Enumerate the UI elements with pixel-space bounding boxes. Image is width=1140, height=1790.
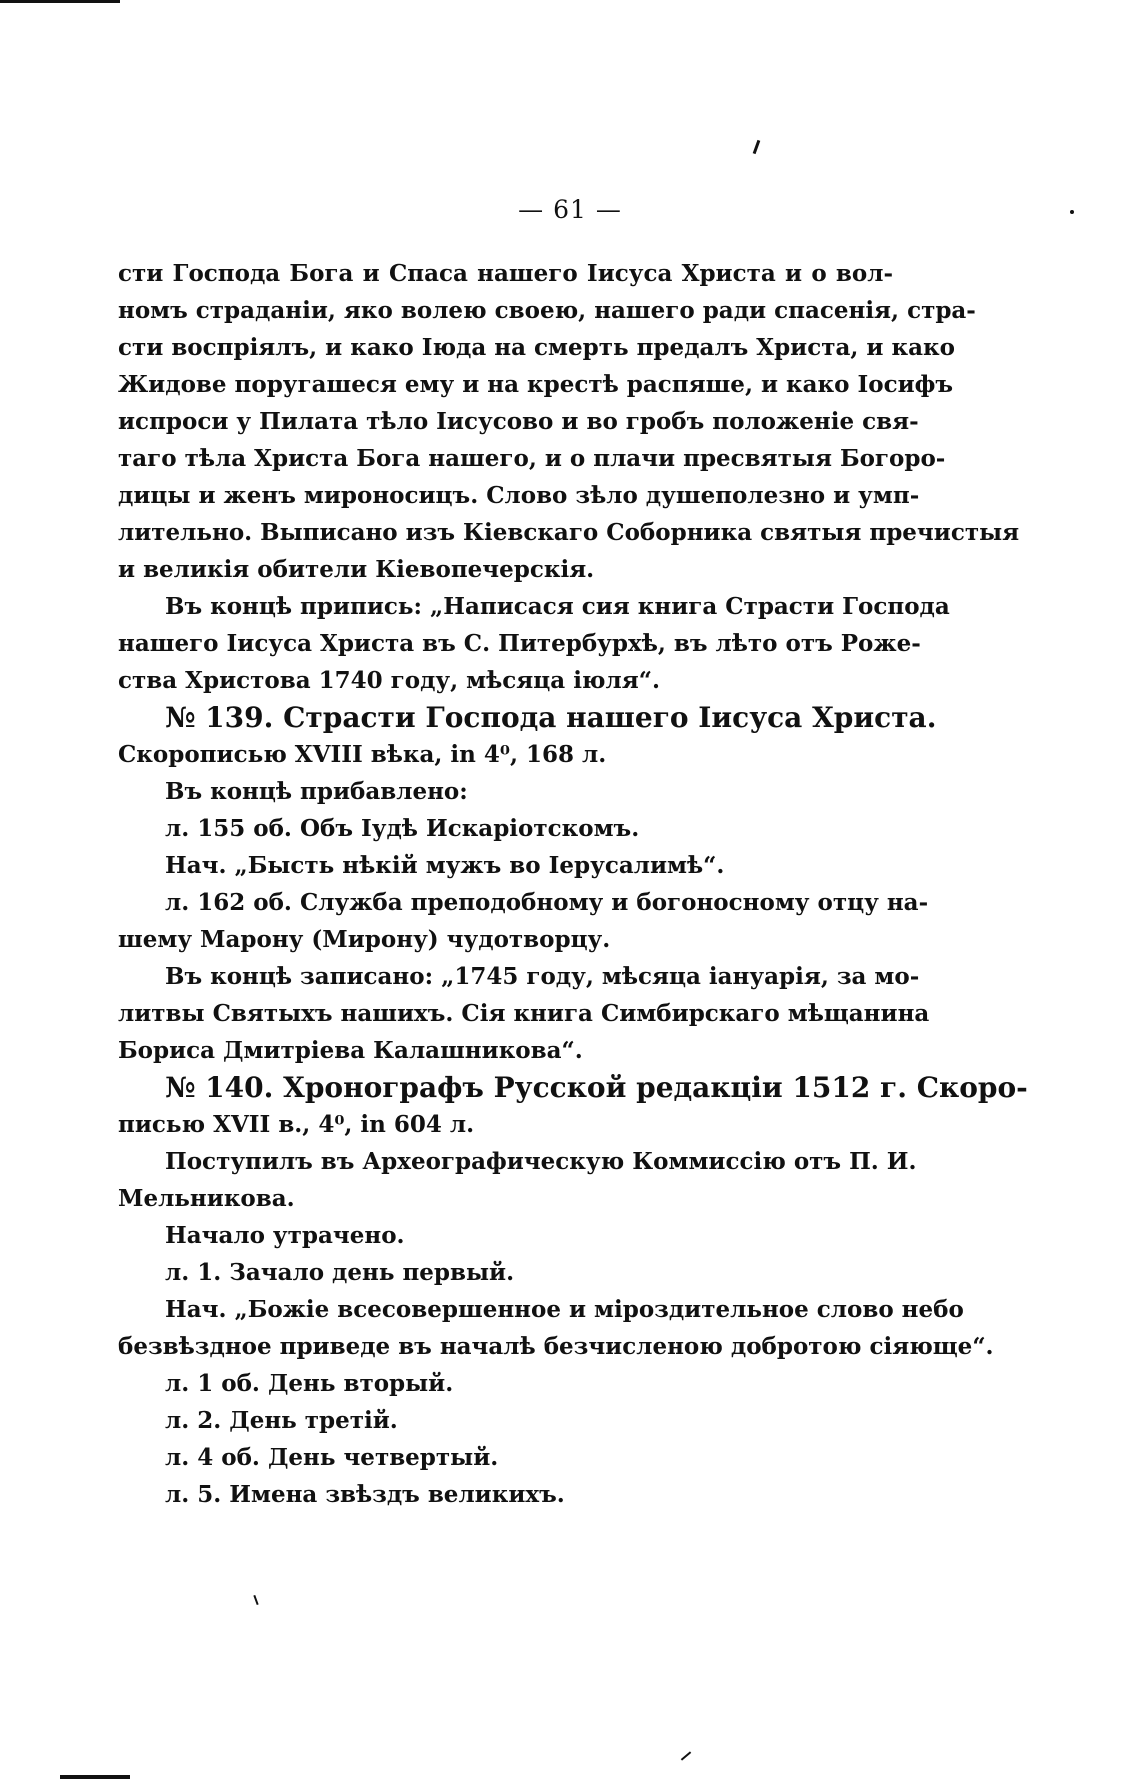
text-line: нашего Іисуса Христа въ С. Питербурхѣ, въ лѣто отъ Роже-	[118, 630, 921, 657]
text-line: шему Марону (Мирону) чудотворцу.	[118, 926, 611, 953]
scan-speck	[0, 0, 120, 3]
text-line: ства Христова 1740 году, мѣсяца іюля“.	[118, 667, 660, 694]
text-line: Нач. „Божіе всесовершенное и міроздительное слово небо	[165, 1296, 964, 1323]
entry-heading-140: № 140. Хронографъ Русской редакціи 1512 г. Скоро-	[165, 1071, 1028, 1104]
text-line: писью XVII в., 4⁰, in 604 л.	[118, 1111, 475, 1138]
text-line: таго тѣла Христа Бога нашего, и о плачи пресвятыя Богоро-	[118, 445, 946, 472]
text-line: л. 4 об. День четвертый.	[165, 1444, 499, 1471]
body-text	[118, 255, 1028, 1513]
text-line: номъ страданіи, яко волею своею, нашего ради спасенія, стра-	[118, 297, 976, 324]
text-line: л. 162 об. Служба преподобному и богоносному отцу на-	[165, 889, 929, 916]
text-line: л. 1. Зачало день первый.	[165, 1259, 515, 1286]
text-line: Скорописью XVIII вѣка, in 4⁰, 168 л.	[118, 741, 607, 768]
text-line: Поступилъ въ Археографическую Коммиссію отъ П. И.	[165, 1148, 917, 1175]
text-line: л. 1 об. День вторый.	[165, 1370, 454, 1397]
text-line: Бориса Дмитріева Калашникова“.	[118, 1037, 583, 1064]
scan-speck	[253, 1595, 258, 1605]
entry-heading-139: № 139. Страсти Господа нашего Іисуса Христа.	[165, 701, 937, 734]
text-line: л. 2. День третій.	[165, 1407, 398, 1434]
text-line: Начало утрачено.	[165, 1222, 405, 1249]
scan-speck	[60, 1775, 130, 1779]
text-line: и великія обители Кіевопечерскія.	[118, 556, 595, 583]
text-line: сти воспріялъ, и како Іюда на смерть предалъ Христа, и како	[118, 334, 955, 361]
text-line: Въ концѣ прибавлено:	[165, 778, 468, 805]
text-line: безвѣздное приведе въ началѣ безчисленою добротою сіяюще“.	[118, 1333, 994, 1360]
text-line: испроси у Пилата тѣло Іисусово и во гробъ положеніе свя-	[118, 408, 919, 435]
text-line: лительно. Выписано изъ Кіевскаго Соборника святыя пречистыя	[118, 519, 1020, 546]
text-line: л. 5. Имена звѣздъ великихъ.	[165, 1481, 565, 1508]
page-number: — 61 —	[518, 195, 622, 224]
text-line: Жидове поругашеся ему и на крестѣ распяше, и како Іосифъ	[118, 371, 954, 398]
text-line: сти Господа Бога и Спаса нашего Іисуса Христа и о вол-	[118, 260, 893, 287]
text-line: литвы Святыхъ нашихъ. Сія книга Симбирскаго мѣщанина	[118, 1000, 930, 1027]
text-line: Нач. „Бысть нѣкій мужъ во Іерусалимѣ“.	[165, 852, 725, 879]
text-line: л. 155 об. Объ Іудѣ Искаріотскомъ.	[165, 815, 640, 842]
scan-speck	[1070, 210, 1074, 214]
text-line: Въ концѣ записано: „1745 году, мѣсяца іануарія, за мо-	[165, 963, 920, 990]
text-line: Мельникова.	[118, 1185, 295, 1212]
scan-speck	[681, 1751, 691, 1760]
scan-speck	[753, 140, 761, 154]
text-line: Въ концѣ припись: „Написася сия книга Страсти Господа	[165, 593, 950, 620]
text-line: дицы и женъ мироносицъ. Слово зѣло душеполезно и умп-	[118, 482, 920, 509]
